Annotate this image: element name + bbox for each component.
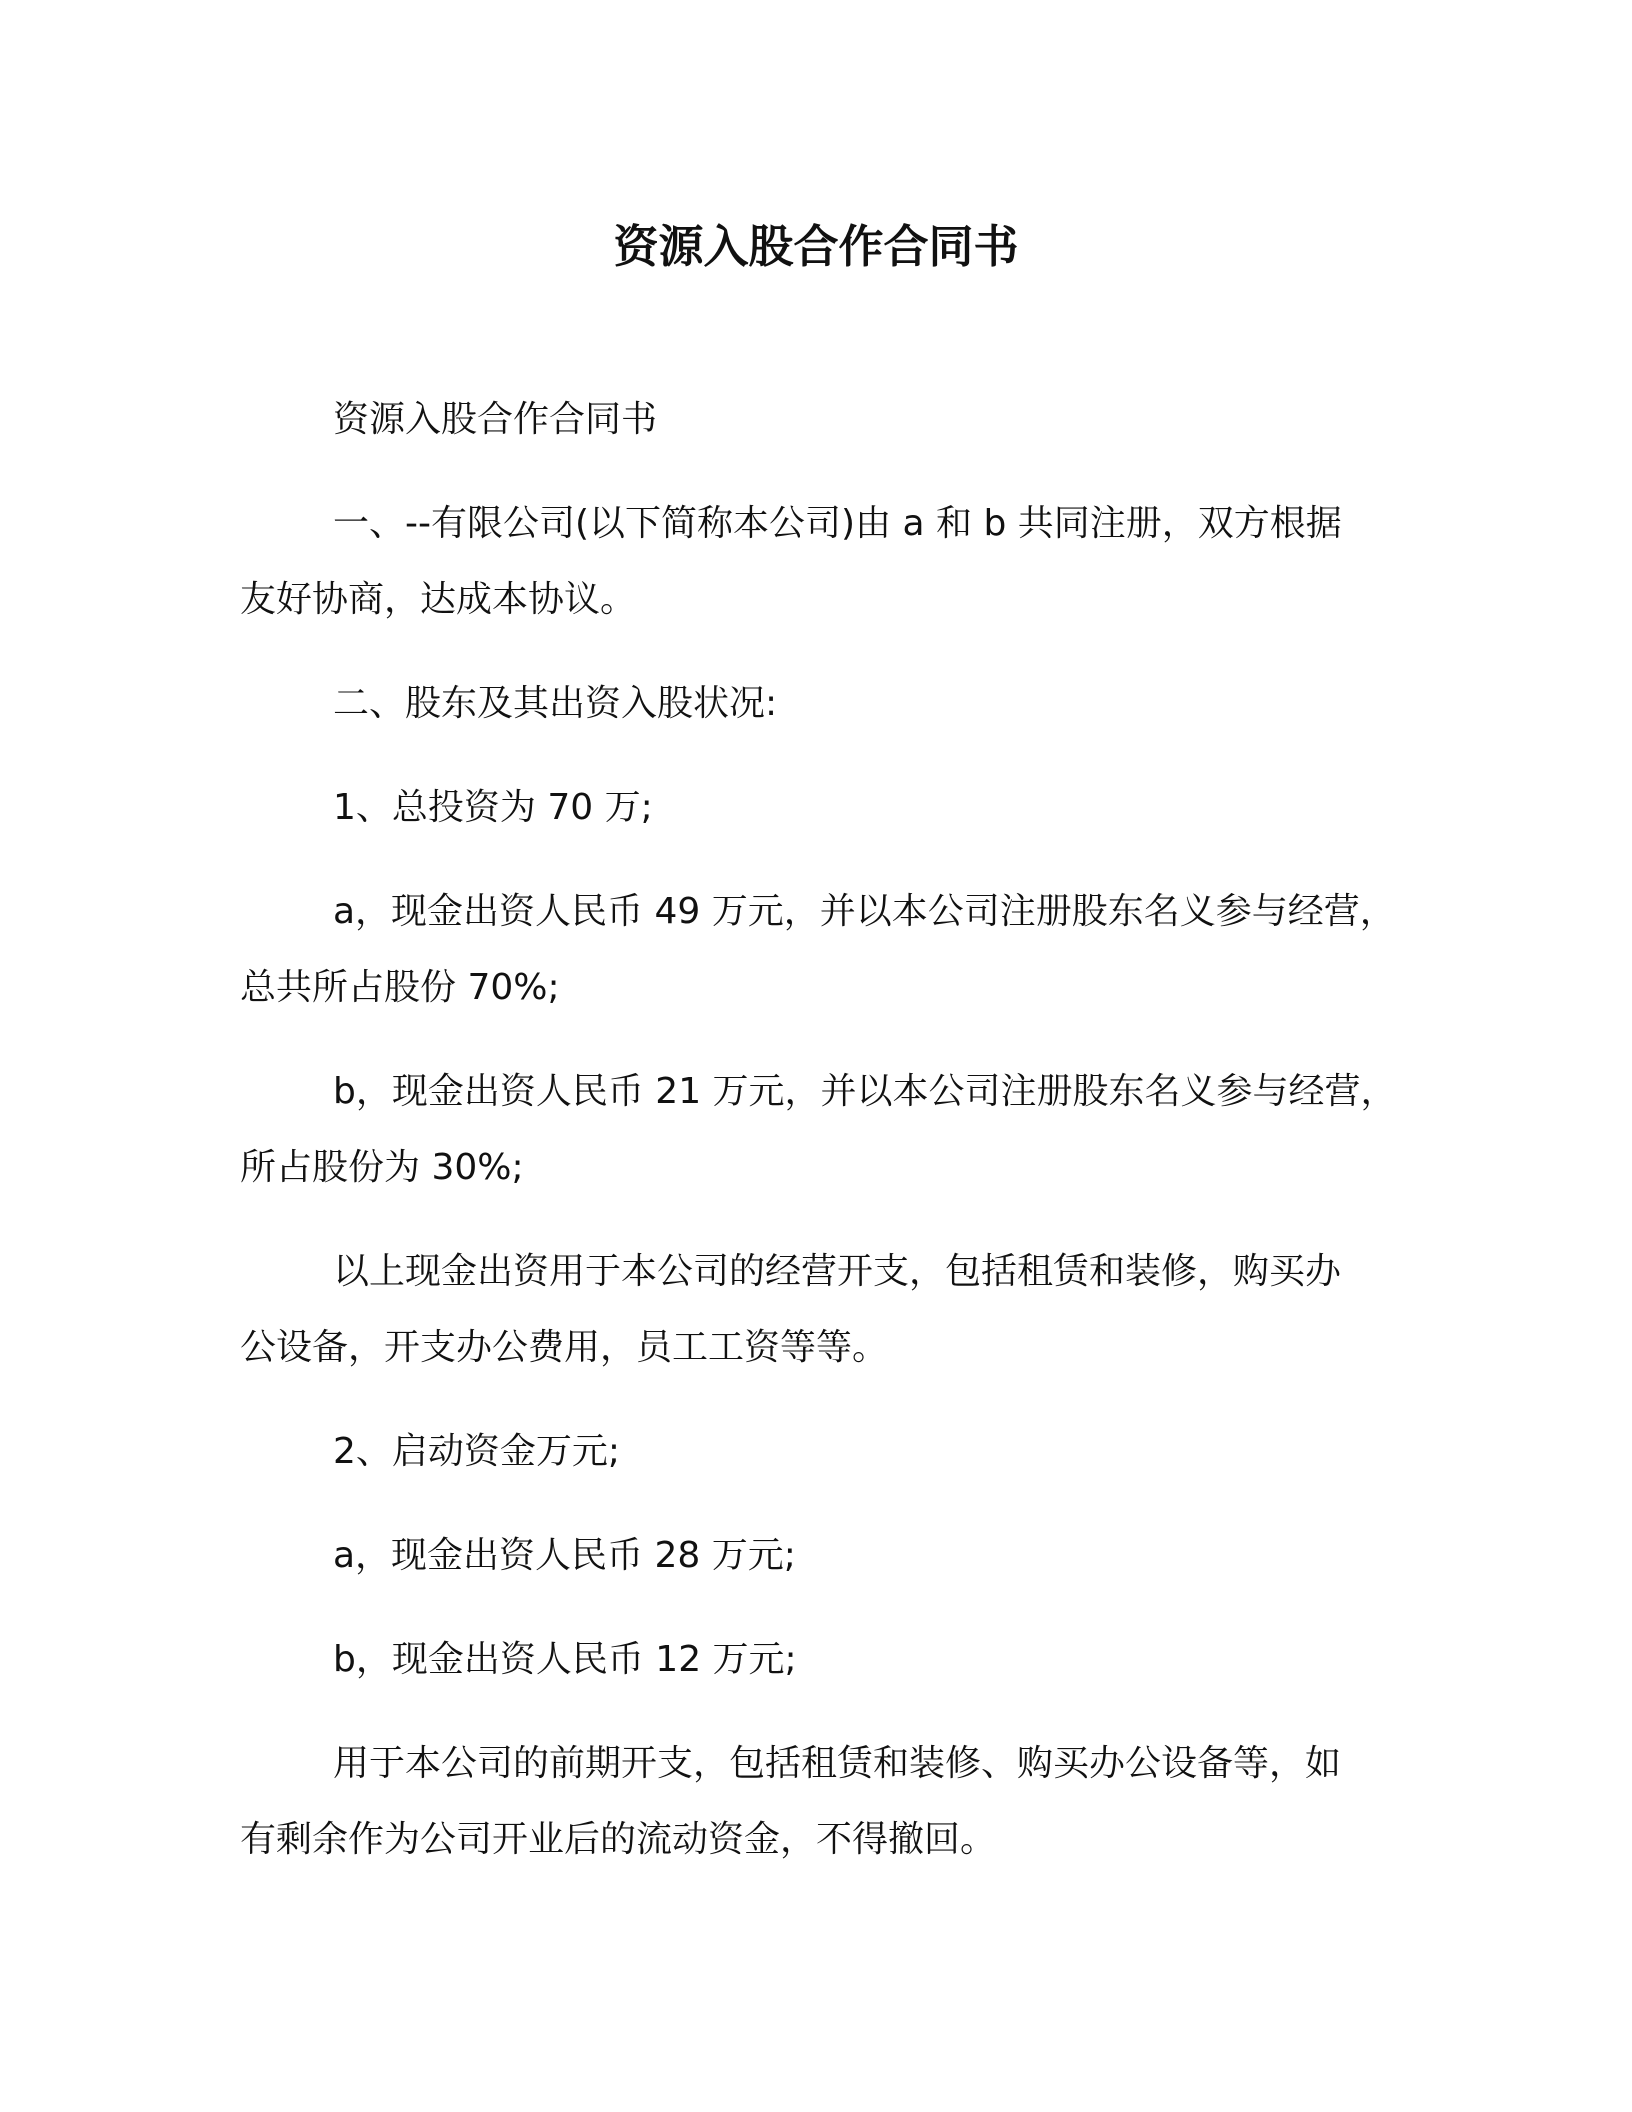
paragraph-line: 2、启动资金万元; xyxy=(333,1431,621,1472)
paragraph-clause-1 xyxy=(240,486,1420,638)
paragraph-line: 用于本公司的前期开支，包括租赁和装修、购买办公设备等，如 xyxy=(333,1743,1342,1784)
paragraph-party-a-startup xyxy=(240,1518,1420,1594)
paragraph-line: 一、--有限公司(以下简称本公司)由 a 和 b 共同注册，双方根据 xyxy=(333,503,1342,544)
paragraph-clause-2 xyxy=(240,666,1420,742)
paragraph-party-b-startup xyxy=(240,1622,1420,1698)
paragraph-line: 公设备，开支办公费用，员工工资等等。 xyxy=(240,1327,889,1368)
paragraph-line: 以上现金出资用于本公司的经营开支，包括租赁和装修，购买办 xyxy=(333,1251,1342,1292)
paragraph-party-a-share xyxy=(240,874,1420,1026)
paragraph-line: b，现金出资人民币 12 万元; xyxy=(333,1639,797,1680)
paragraph-line: a，现金出资人民币 49 万元，并以本公司注册股东名义参与经营， xyxy=(333,891,1396,932)
paragraph-line: 友好协商，达成本协议。 xyxy=(240,579,637,620)
paragraph-line: 所占股份为 30%; xyxy=(240,1147,524,1188)
paragraph-party-b-share xyxy=(240,1054,1420,1206)
paragraph-startup-usage xyxy=(240,1726,1420,1878)
paragraph-startup-funds xyxy=(240,1414,1420,1490)
paragraph-subtitle xyxy=(240,382,1420,458)
paragraph-line: 总共所占股份 70%; xyxy=(240,967,560,1008)
paragraph-total-investment xyxy=(240,770,1420,846)
paragraph-line: 二、股东及其出资入股状况: xyxy=(333,683,778,724)
paragraph-fund-usage xyxy=(240,1234,1420,1386)
paragraph-line: 1、总投资为 70 万; xyxy=(333,787,653,828)
paragraph-line: b，现金出资人民币 21 万元，并以本公司注册股东名义参与经营， xyxy=(333,1071,1397,1112)
paragraph-line: 有剩余作为公司开业后的流动资金，不得撤回。 xyxy=(240,1819,997,1860)
document-title: 资源入股合作合同书 xyxy=(613,220,1019,273)
paragraph-line: a，现金出资人民币 28 万元; xyxy=(333,1535,796,1576)
document-body xyxy=(240,382,1420,1906)
paragraph-line: 资源入股合作合同书 xyxy=(333,399,658,440)
